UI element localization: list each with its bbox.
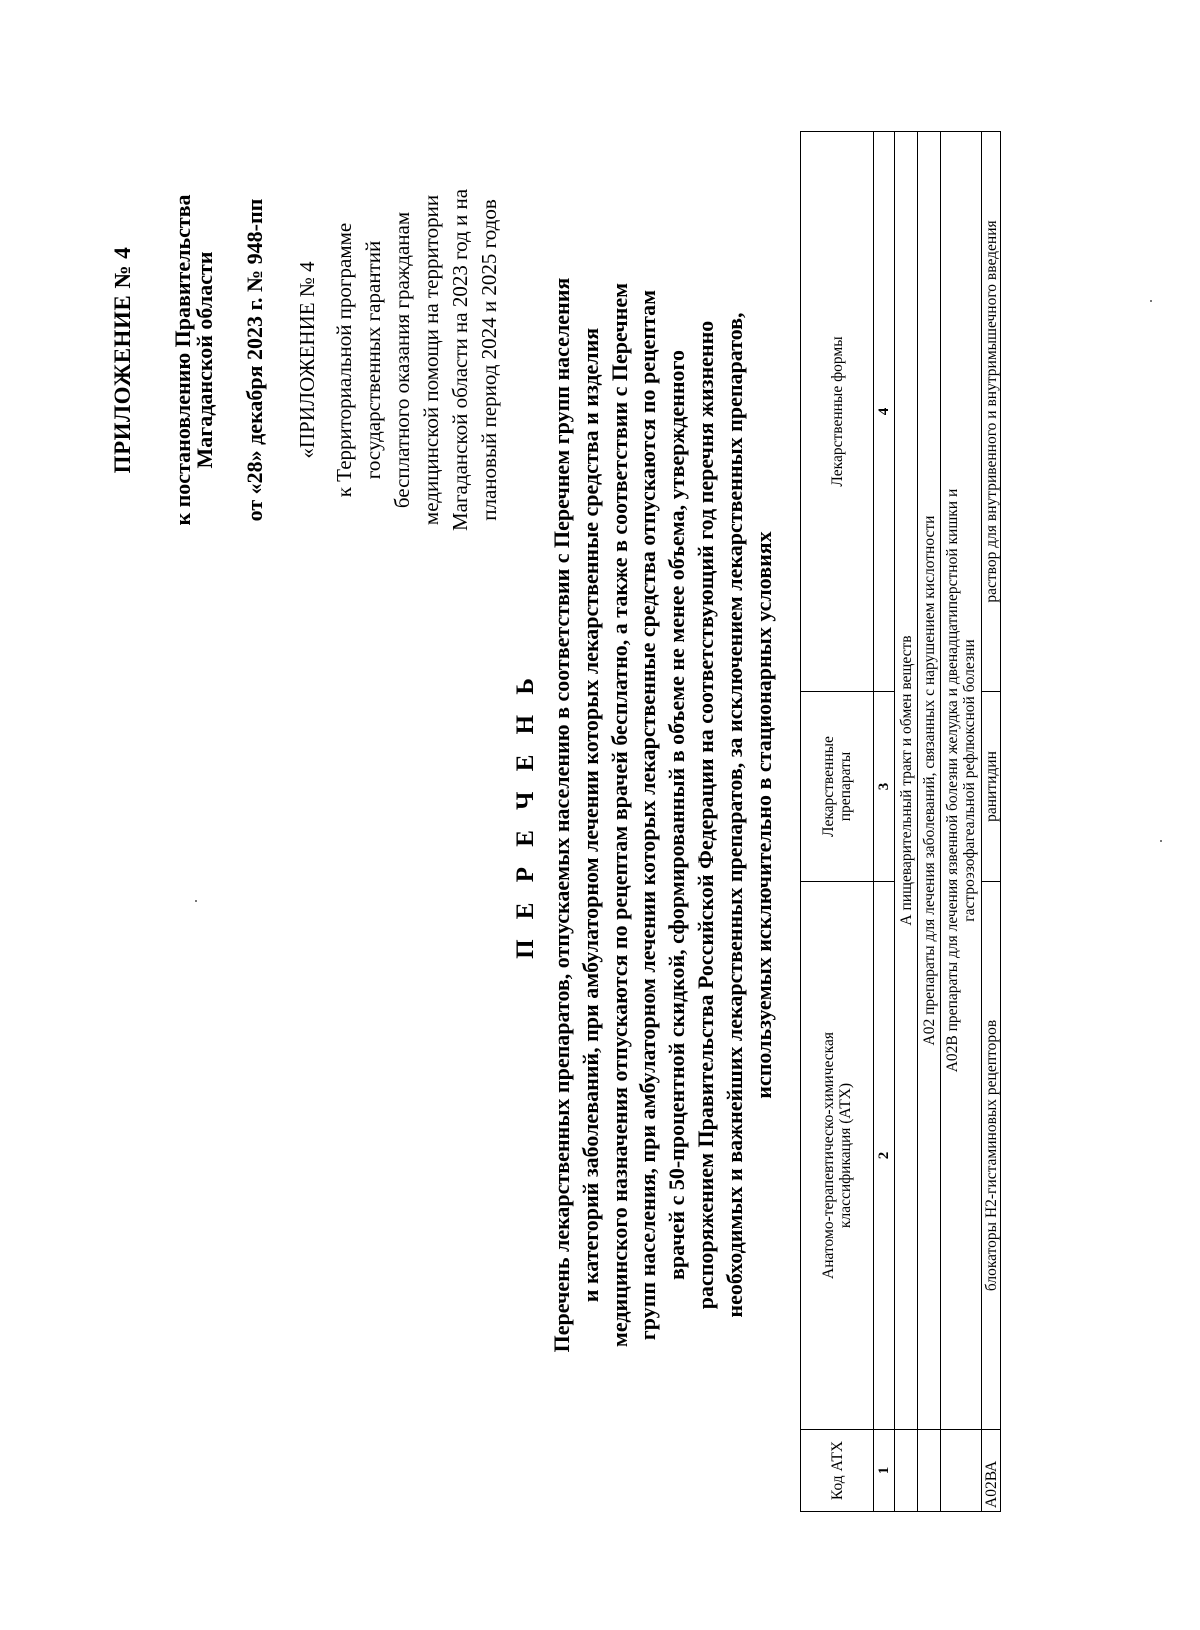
intro-line: распоряжением Правительства Российской Федерации на соответствующий год перечня жизненно [692,320,718,1310]
intro-line: используемых исключительно в стационарных условиях [750,531,776,1099]
column-number: 2 [874,882,895,1430]
section-row-a [895,132,918,1512]
column-number-row [874,132,895,1512]
table-header-row [801,132,874,1512]
intro-line: медицинского назначения отпускаются по рецептам врачей бесплатно, а также в соответствии с Перечнем [606,282,632,1348]
resolution-reference [172,170,216,550]
program-line: к Территориальной программе [332,222,356,498]
program-line: медицинской помощи на территории [419,194,443,526]
row-code: А02ВА [982,1430,1001,1512]
section-row-a02b [941,132,982,1512]
program-reference [330,150,504,570]
scan-speck [195,900,197,902]
section-a02b-line: А02В препараты для лечения язвенной болезни желудка и двенадцатиперстной кишки и [944,488,961,1073]
appendix-heading: ПРИЛОЖЕНИЕ № 4 [110,246,135,474]
header-drugs-text: Лекарственные препараты [820,736,854,837]
resolution-date-number: от «28» декабря 2023 г. № 948-пп [242,198,267,522]
row-drug: ранитидин [982,692,1001,882]
section-row-a02 [918,132,941,1512]
program-line: плановый период 2024 и 2025 годов [477,199,501,521]
header-atc [801,882,874,1430]
intro-paragraph [548,250,778,1380]
intro-line: необходимых и важнейших лекарственных препаратов, за исключением лекарственных препаратов, [721,312,747,1318]
header-code: Код АТХ [801,1430,874,1512]
resolution-text: к постановлению Правительства Магаданской области [170,194,217,526]
drug-list-table [800,131,1001,1512]
column-number: 1 [874,1430,895,1512]
row-form: раствор для внутривенного и внутримышечного введения [982,132,1001,692]
column-number: 3 [874,692,895,882]
intro-line: врачей с 50-процентной скидкой, сформированный в объеме не менее объема, утвержденного [664,350,690,1280]
section-a02b-line: гастроэзофагеальной рефлюксной болезни [961,639,978,922]
intro-line: и категорий заболеваний, при амбулаторном лечении которых лекарственные средства и изделия [577,327,603,1303]
header-forms: Лекарственные формы [801,132,874,692]
program-line: государственных гарантий [361,240,385,480]
intro-line: Перечень лекарственных препаратов, отпускаемых населению в соответствии с Перечнем групп населения [549,277,574,1353]
appendix-quote-heading: «ПРИЛОЖЕНИЕ № 4 [295,261,319,459]
document-title: П Е Р Е Ч Е Н Ь [512,671,539,959]
scan-speck [1150,300,1152,302]
section-a02b [941,132,982,1430]
section-a: А пищеварительный тракт и обмен веществ [895,132,918,1430]
intro-line: групп населения, при амбулаторном лечении которых лекарственные средства отпускаются по рецептам [635,289,661,1341]
section-a02: А02 препараты для лечения заболеваний, связанных с нарушением кислотности [918,132,941,1430]
header-atc-text: Анатомо-терапевтическо-химическая классификация (АТХ) [820,1032,854,1279]
table-row [982,132,1001,1512]
row-atc: блокаторы Н2-гистаминовых рецепторов [982,882,1001,1430]
program-line: бесплатного оказания гражданам [390,211,414,509]
column-number: 4 [874,132,895,692]
header-drugs [801,692,874,882]
scan-speck [1160,840,1162,842]
program-line: Магаданской области на 2023 год и на [448,188,472,532]
